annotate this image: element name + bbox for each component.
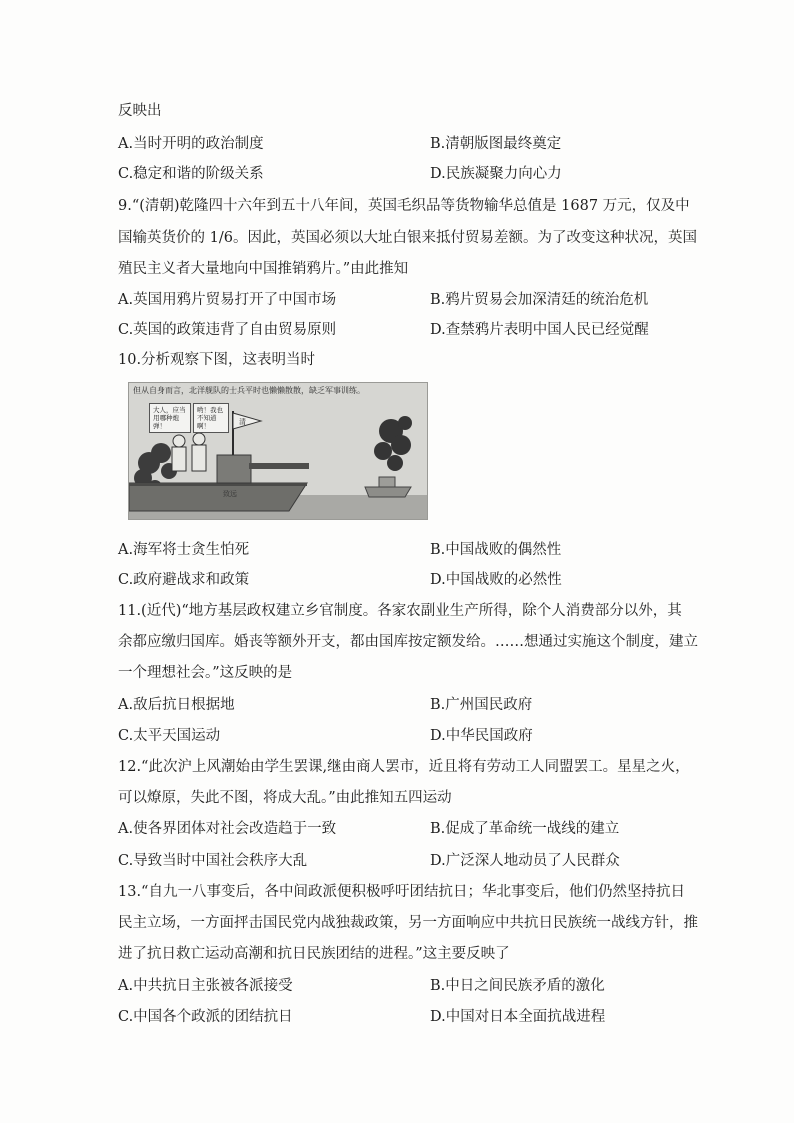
q11-stem-line3: 一个理想社会。”这反映的是 <box>118 665 293 681</box>
q9-option-d: D.查禁鸦片表明中国人民已经觉醒 <box>430 322 649 338</box>
q10-option-b: B.中国战败的偶然性 <box>430 542 562 558</box>
q10-stem: 10.分析观察下图，这表明当时 <box>118 352 316 368</box>
q8-option-c: C.稳定和谐的阶级关系 <box>118 166 264 182</box>
q11-stem-line2: 余都应缴归国库。婚丧等额外开支，都由国库按定额发给。……想通过实施这个制度，建立 <box>118 634 698 650</box>
q13-stem-line1: 13.“自九一八事变后，各中间政派便积极呼吁团结抗日；华北事变后，他们仍然坚持抗日 <box>118 884 685 900</box>
q11-option-b: B.广州国民政府 <box>430 697 533 713</box>
q8-stem-tail: 反映出 <box>118 103 162 119</box>
q12-option-c: C.导致当时中国社会秩序大乱 <box>118 853 308 869</box>
q13-option-d: D.中国对日本全面抗战进程 <box>430 1009 606 1025</box>
q13-option-a: A.中共抗日主张被各派接受 <box>118 978 293 994</box>
q12-option-a: A.使各界团体对社会改造趋于一致 <box>118 821 337 837</box>
q10-option-c: C.政府避战求和政策 <box>118 572 250 588</box>
q13-option-c: C.中国各个政派的团结抗日 <box>118 1009 293 1025</box>
q11-stem-line1: 11.(近代)“地方基层政权建立乡官制度。各家农副业生产所得，除个人消费部分以外，其 <box>118 603 682 619</box>
q10-cartoon <box>128 382 428 520</box>
q13-stem-line2: 民主立场，一方面抨击国民党内战独裁政策，另一方面响应中共抗日民族统一战线方针，推 <box>118 915 698 931</box>
q9-stem-line2: 国输英货价的 1/6。因此，英国必须以大址白银来抵付贸易差额。为了改变这种状况，英国 <box>118 230 697 246</box>
q9-stem-line1: 9.“(清朝)乾隆四十六年到五十八年间，英国毛织品等货物输华总值是 1687 万元，仅及中 <box>118 198 690 214</box>
ship-name-label: 致远 <box>223 490 237 498</box>
q11-option-d: D.中华民国政府 <box>430 728 533 744</box>
q9-option-c: C.英国的政策违背了自由贸易原则 <box>118 322 337 338</box>
q12-option-b: B.促成了革命统一战线的建立 <box>430 821 620 837</box>
speech-bubble-1: 大人，应当用哪种炮弹！ <box>149 403 191 433</box>
q13-stem-line3: 进了抗日救亡运动高潮和抗日民族团结的进程。”这主要反映了 <box>118 946 510 962</box>
q8-option-a: A.当时开明的政治制度 <box>118 136 264 152</box>
q9-stem-line3: 殖民主义者大量地向中国推销鸦片。”由此推知 <box>118 261 409 277</box>
q9-option-a: A.英国用鸦片贸易打开了中国市场 <box>118 292 337 308</box>
q8-option-d: D.民族凝聚力向心力 <box>430 166 562 182</box>
q11-option-a: A.敌后抗日根据地 <box>118 697 235 713</box>
q12-stem-line2: 可以燎原，失此不图，将成大乱。”由此推知五四运动 <box>118 790 452 806</box>
q12-stem-line1: 12.“此次沪上风潮始由学生罢课,继由商人罢市，近且将有劳动工人同盟罢工。星星之火， <box>118 759 690 775</box>
q9-option-b: B.鸦片贸易会加深清廷的统治危机 <box>430 292 649 308</box>
q11-option-c: C.太平天国运动 <box>118 728 221 744</box>
flag-label: 清 <box>239 418 246 426</box>
q12-option-d: D.广泛深人地动员了人民群众 <box>430 853 620 869</box>
q10-option-d: D.中国战败的必然性 <box>430 572 562 588</box>
q10-option-a: A.海军将士贪生怕死 <box>118 542 250 558</box>
q8-option-b: B.清朝版图最终奠定 <box>430 136 562 152</box>
cartoon-caption: 但从自身而言，北洋舰队的士兵平时也懒懒散散，缺乏军事训练。 <box>133 386 365 395</box>
speech-bubble-2: 哟！我也不知道啊！ <box>193 403 229 433</box>
q13-option-b: B.中日之间民族矛盾的激化 <box>430 978 605 994</box>
